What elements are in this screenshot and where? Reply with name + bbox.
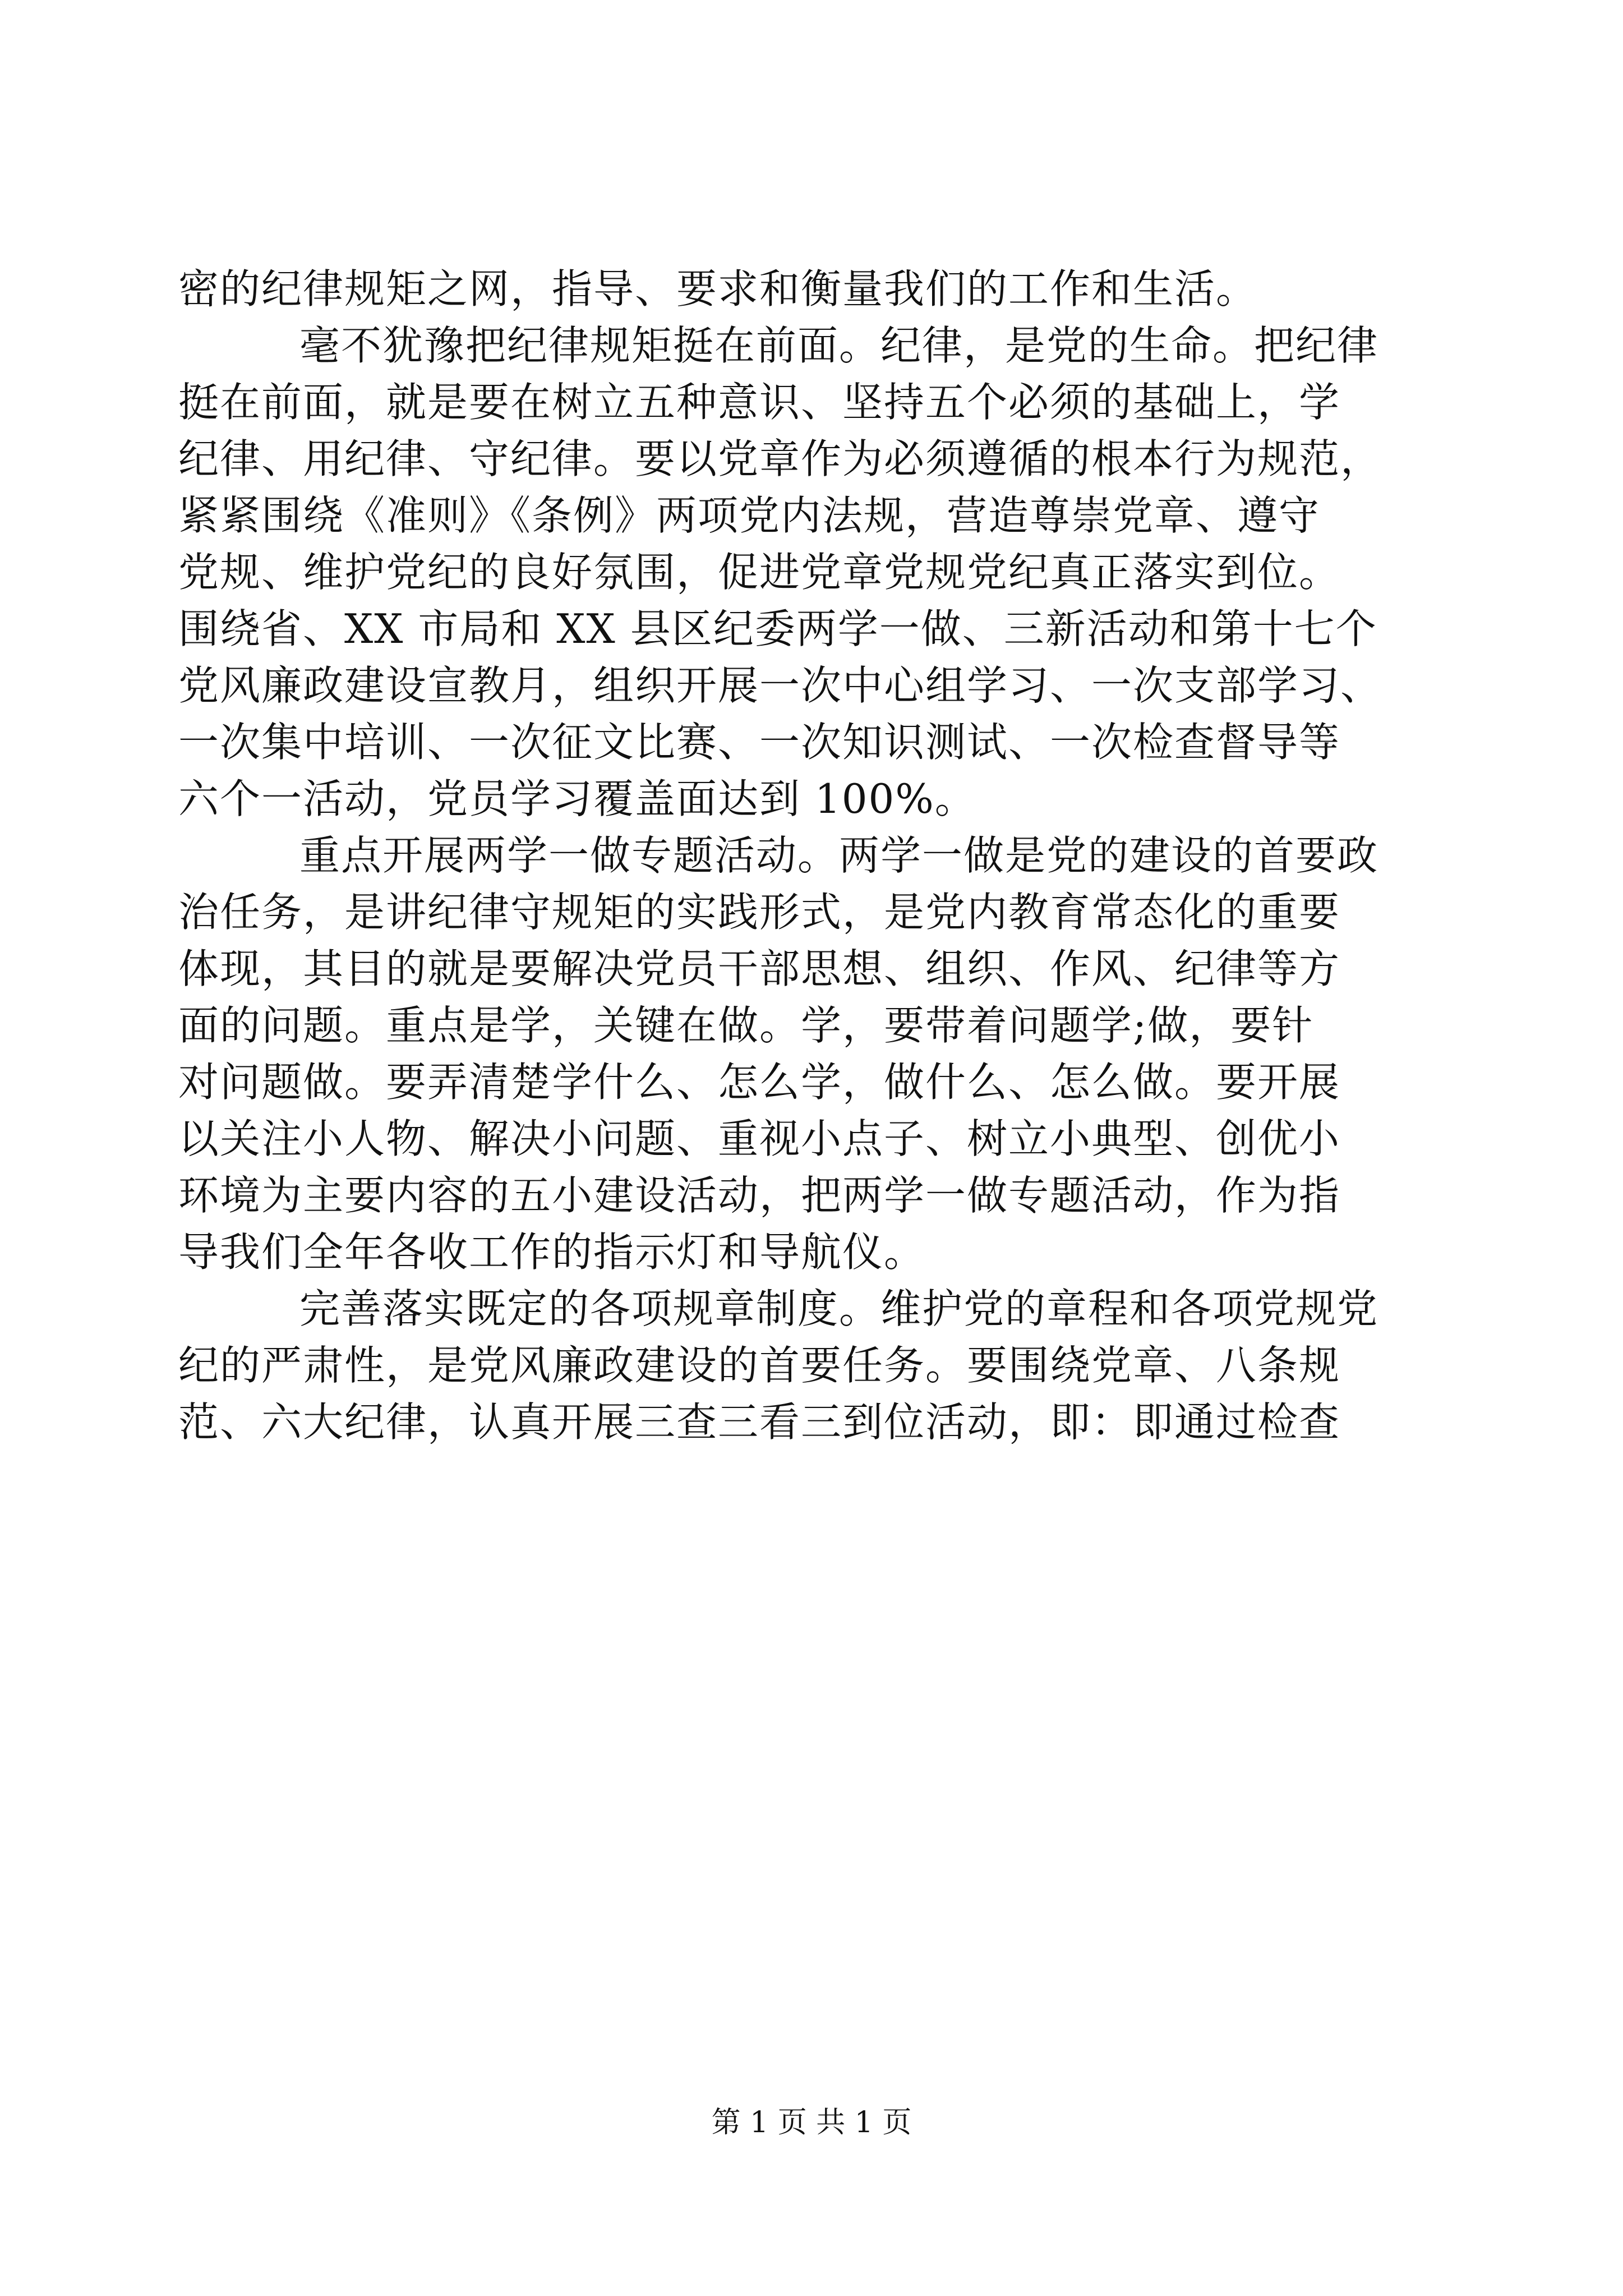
text-line: 挺在前面，就是要在树立五种意识、坚持五个必须的基础上，学: [178, 379, 1341, 426]
text-line: 面的问题。重点是学，关键在做。学，要带着问题学;做，要针: [178, 1002, 1314, 1049]
body-text: [178, 261, 1447, 1451]
text-line: 六个一活动，党员学习覆盖面达到 100%。: [178, 775, 976, 822]
page-footer: 第 1 页 共 1 页: [711, 2106, 912, 2139]
paragraph-first-line: 重点开展两学一做专题活动。两学一做是党的建设的首要政: [299, 832, 1379, 879]
text-line: 纪的严肃性，是党风廉政建设的首要任务。要围绕党章、八条规: [178, 1342, 1341, 1389]
text-line: 紧紧围绕《准则》《条例》两项党内法规，营造尊崇党章、遵守: [178, 492, 1321, 539]
text-line: 对问题做。要弄清楚学什么、怎么学，做什么、怎么做。要开展: [178, 1059, 1341, 1106]
text-line: 治任务，是讲纪律守规矩的实践形式，是党内教育常态化的重要: [178, 889, 1341, 936]
text-line: 党风廉政建设宣教月，组织开展一次中心组学习、一次支部学习、: [178, 662, 1382, 709]
paragraph-first-line: 完善落实既定的各项规章制度。维护党的章程和各项党规党: [299, 1285, 1379, 1332]
text-line: 体现，其目的就是要解决党员干部思想、组织、作风、纪律等方: [178, 945, 1341, 992]
text-line: 环境为主要内容的五小建设活动，把两学一做专题活动，作为指: [178, 1172, 1341, 1219]
text-line: 密的纪律规矩之网，指导、要求和衡量我们的工作和生活。: [178, 265, 1258, 312]
text-line: 围绕省、XX 市局和 XX 县区纪委两学一做、三新活动和第十七个: [178, 605, 1377, 652]
text-line: 纪律、用纪律、守纪律。要以党章作为必须遵循的根本行为规范，: [178, 435, 1382, 482]
text-line: 党规、维护党纪的良好氛围，促进党章党规党纪真正落实到位。: [178, 549, 1341, 596]
paragraph-first-line: 毫不犹豫把纪律规矩挺在前面。纪律，是党的生命。把纪律: [299, 322, 1379, 369]
text-line: 以关注小人物、解决小问题、重视小点子、树立小典型、创优小: [178, 1115, 1341, 1162]
text-line: 范、六大纪律，认真开展三查三看三到位活动，即：即通过检查: [178, 1398, 1341, 1446]
text-line: 导我们全年各收工作的指示灯和导航仪。: [178, 1228, 926, 1276]
text-line: 一次集中培训、一次征文比赛、一次知识测试、一次检查督导等: [178, 719, 1341, 766]
